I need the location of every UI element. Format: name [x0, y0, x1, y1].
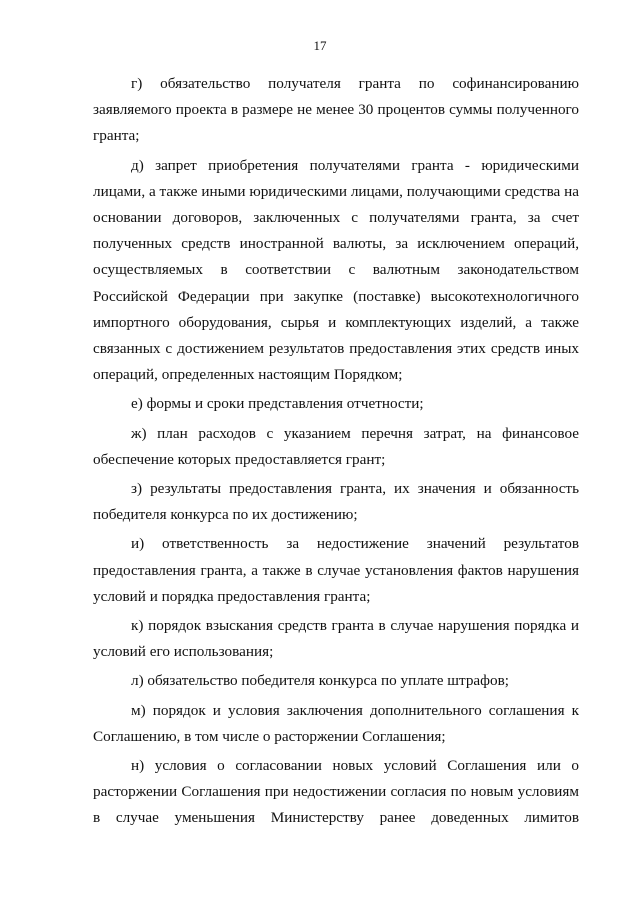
paragraph-g: г) обязательство получателя гранта по софинансированию заявляемого проекта в размере не менее 30 процентов суммы полученного гранта;	[93, 75, 579, 145]
paragraph-e: е) формы и сроки представления отчетности;	[131, 395, 424, 413]
paragraph-i: и) ответственность за недостижение значений результатов предоставления гранта, а также в случае установления фактов нарушения условий и порядка предоставления гранта;	[93, 535, 579, 605]
document-body	[93, 71, 579, 835]
paragraph-d: д) запрет приобретения получателями гранта - юридическими лицами, а также иными юридическими лицами, получающими средства на основании договоров, заключенных с получателями гранта, за счет полученных средств иностранной валюты, за исключением операций, осуществляемых в соответствии с валютным законодательством Российской Федерации при закупке (поставке) высокотехнологичного импортного оборудования, сырья и комплектующих изделий, а также связанных с достижением результатов предоставления этих средств иных операций, определенных настоящим Порядком;	[93, 156, 579, 384]
paragraph-z: з) результаты предоставления гранта, их значения и обязанность победителя конкурса по их достижению;	[93, 480, 579, 524]
paragraph-l: л) обязательство победителя конкурса по уплате штрафов;	[131, 672, 509, 690]
paragraph-k: к) порядок взыскания средств гранта в случае нарушения порядка и условий его использования;	[93, 617, 579, 661]
paragraph-m: м) порядок и условия заключения дополнительного соглашения к Соглашению, в том числе о расторжении Соглашения;	[93, 701, 579, 745]
paragraph-zh: ж) план расходов с указанием перечня затрат, на финансовое обеспечение которых предоставляется грант;	[93, 424, 579, 468]
page-number: 17	[313, 38, 327, 53]
paragraph-n: н) условия о согласовании новых условий Соглашения или о расторжении Соглашения при недостижении согласия по новым условиям в случае уменьшения Министерству ранее доведенных лимитов	[93, 757, 579, 827]
